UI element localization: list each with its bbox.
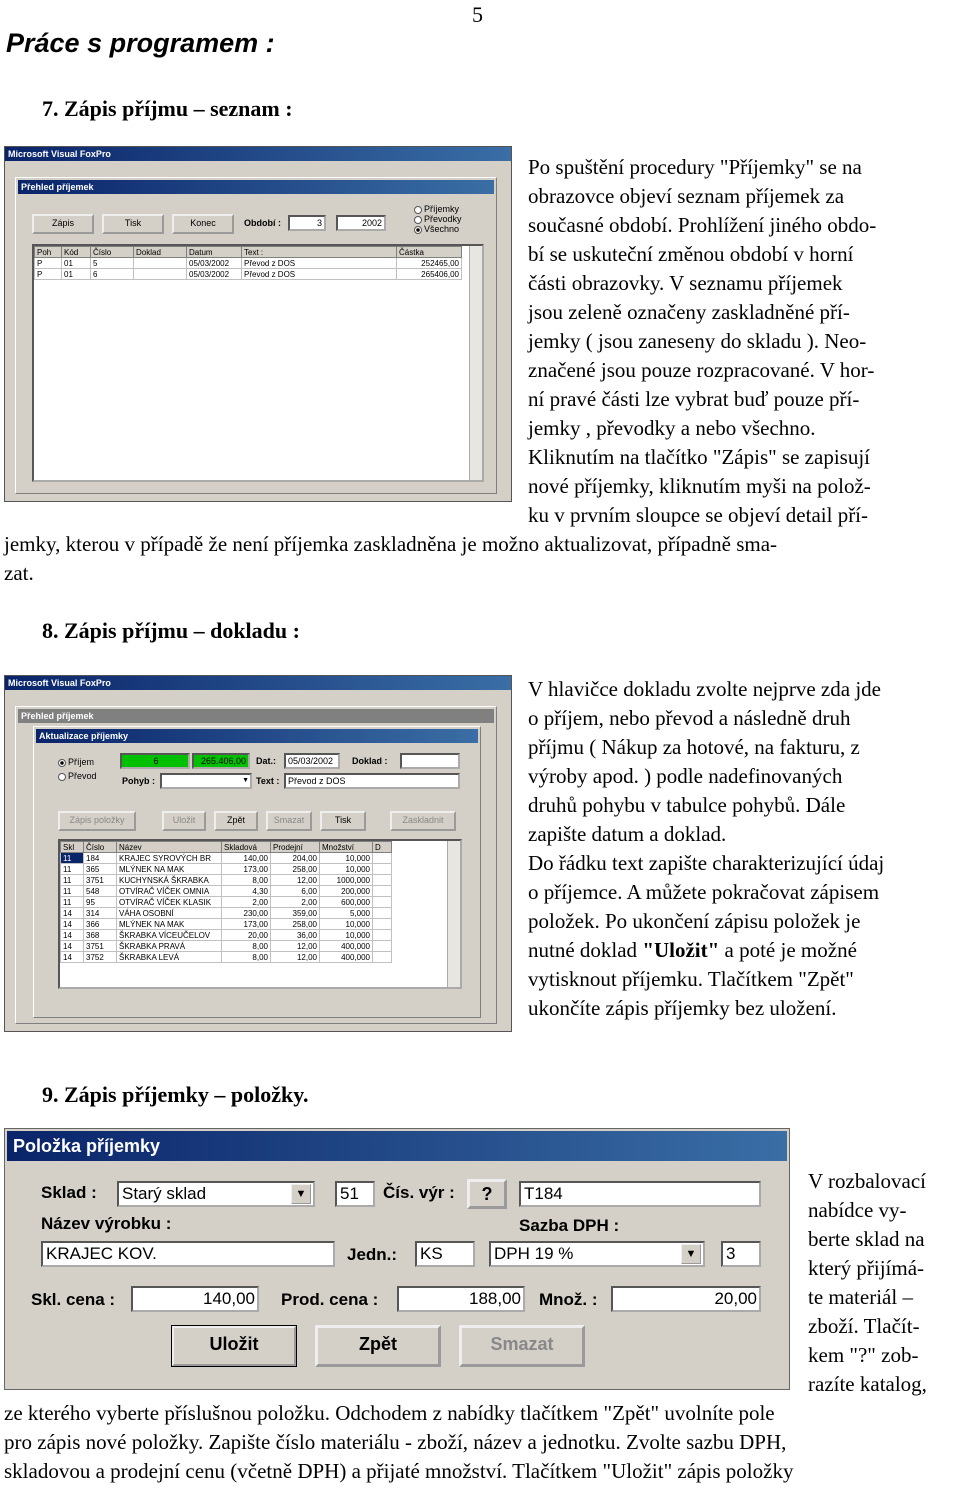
cell: 368 bbox=[84, 930, 117, 941]
cell: 359,00 bbox=[271, 908, 320, 919]
jednotka-label: Jedn.: bbox=[347, 1245, 398, 1264]
prodejni-cena-input[interactable]: 188,00 bbox=[397, 1286, 525, 1312]
table-row[interactable] bbox=[61, 875, 392, 886]
cell: 200,000 bbox=[320, 886, 373, 897]
cell: Převod z DOS bbox=[242, 258, 397, 269]
col-skladova[interactable]: Skladová bbox=[222, 842, 271, 853]
radio-icon bbox=[414, 206, 422, 214]
cell: 5,000 bbox=[320, 908, 373, 919]
pohyb-select[interactable] bbox=[160, 773, 252, 789]
cell[interactable]: 14 bbox=[61, 941, 84, 952]
text-line: bí se uskuteční změnou období v horní bbox=[528, 242, 854, 266]
cell[interactable]: P bbox=[35, 269, 62, 280]
pohyb-label: Pohyb : bbox=[122, 776, 155, 786]
cell[interactable]: 11 bbox=[61, 875, 84, 886]
cell: 05/03/2002 bbox=[187, 269, 242, 280]
cell: 265406,00 bbox=[397, 269, 462, 280]
text-line: jsou zeleně označeny zaskladněné pří- bbox=[528, 300, 850, 324]
cell: 8,00 bbox=[222, 941, 271, 952]
col-text[interactable]: Text : bbox=[242, 247, 397, 258]
cell: 3752 bbox=[84, 952, 117, 963]
text-line: berte sklad na bbox=[808, 1227, 925, 1251]
zpet-button[interactable]: Zpět bbox=[214, 811, 258, 831]
section-7-text bbox=[528, 153, 956, 530]
cell: 12,00 bbox=[271, 952, 320, 963]
cell: 10,000 bbox=[320, 930, 373, 941]
table-row[interactable] bbox=[61, 908, 392, 919]
section-8-heading: 8. Zápis příjmu – dokladu : bbox=[42, 618, 300, 643]
tisk-button[interactable]: Tisk bbox=[102, 214, 164, 234]
dph-number-field: 3 bbox=[721, 1241, 761, 1267]
text-line: Po spuštění procedury "Příjemky" se na bbox=[528, 155, 862, 179]
col-poh[interactable]: Poh bbox=[35, 247, 62, 258]
cell bbox=[373, 886, 392, 897]
cell: 4,30 bbox=[222, 886, 271, 897]
datum-label: Dat.: bbox=[256, 756, 276, 766]
text-line: o příjem, nebo převod a následně druh bbox=[528, 706, 851, 730]
doc-title: Práce s programem : bbox=[6, 28, 275, 58]
radio-prevod[interactable]: Převod bbox=[58, 771, 97, 781]
nazev-input[interactable]: KRAJEC KOV. bbox=[41, 1241, 335, 1267]
cell: 258,00 bbox=[271, 919, 320, 930]
text-line: nabídce vy- bbox=[808, 1198, 907, 1222]
zpet-button[interactable]: Zpět bbox=[315, 1325, 441, 1367]
app-titlebar: Microsoft Visual FoxPro bbox=[5, 676, 511, 690]
form-titlebar: Přehled příjemek bbox=[18, 180, 494, 194]
cell bbox=[373, 919, 392, 930]
text-line: te materiál – bbox=[808, 1285, 913, 1309]
sklad-number-field: 51 bbox=[335, 1181, 375, 1207]
grid-scrollbar[interactable] bbox=[447, 841, 460, 987]
cell: ŠKRABKA LEVÁ bbox=[117, 952, 222, 963]
radio-prijemky[interactable]: Příjemky bbox=[414, 204, 459, 214]
text-line: jemky ( jsou zaneseny do skladu ). Neo- bbox=[528, 329, 867, 353]
cell: 400,000 bbox=[320, 952, 373, 963]
cislo-vyrobku-input[interactable]: T184 bbox=[519, 1181, 761, 1207]
text-line: kem "?" zob- bbox=[808, 1343, 919, 1367]
text-label: Text : bbox=[256, 776, 280, 786]
text-line: nové příjemky, kliknutím myši na polož- bbox=[528, 474, 871, 498]
table-row[interactable] bbox=[61, 941, 392, 952]
radio-icon bbox=[58, 773, 66, 781]
page-number: 5 bbox=[472, 2, 483, 27]
prijemky-grid[interactable] bbox=[32, 244, 484, 482]
cell: 05/03/2002 bbox=[187, 258, 242, 269]
cell: 2,00 bbox=[222, 897, 271, 908]
cell: 10,000 bbox=[320, 864, 373, 875]
cell: 548 bbox=[84, 886, 117, 897]
radio-prevodky[interactable]: Převodky bbox=[414, 214, 462, 224]
text-line: obrazovce objeví seznam příjemek za bbox=[528, 184, 845, 208]
cell: 230,00 bbox=[222, 908, 271, 919]
text-line: razíte katalog, bbox=[808, 1372, 927, 1396]
form-prehled bbox=[15, 177, 497, 494]
section-9-text-full-2: pro zápis nové položky. Zapište číslo materiálu - zboží, název a jednotku. Zvolte sazbu DPH, bbox=[4, 1430, 787, 1454]
cell bbox=[373, 941, 392, 952]
section-9-heading: 9. Zápis příjemky – položky. bbox=[42, 1082, 309, 1107]
smazat-button[interactable]: Smazat bbox=[266, 811, 312, 831]
zapis-polozky-button[interactable]: Zápis položky bbox=[58, 811, 136, 831]
cell bbox=[373, 908, 392, 919]
cell: 140,00 bbox=[222, 853, 271, 864]
cell: 366 bbox=[84, 919, 117, 930]
col-doklad[interactable]: Doklad bbox=[134, 247, 187, 258]
text-line: který přijímá- bbox=[808, 1256, 925, 1280]
cell: MLÝNEK NA MAK bbox=[117, 919, 222, 930]
cell[interactable]: 11 bbox=[61, 853, 84, 864]
text-line: položek. Po ukončení zápisu položek je bbox=[528, 909, 861, 933]
radio-icon bbox=[414, 216, 422, 224]
form-aktualizace bbox=[33, 726, 481, 1018]
cell: 314 bbox=[84, 908, 117, 919]
text-line: značené jsou pouze rozpracované. V hor- bbox=[528, 358, 875, 382]
cell: Převod z DOS bbox=[242, 269, 397, 280]
cell bbox=[373, 875, 392, 886]
table-row[interactable] bbox=[61, 919, 392, 930]
cell: OTVÍRAČ VÍČEK KLASIK bbox=[117, 897, 222, 908]
cell[interactable]: 11 bbox=[61, 886, 84, 897]
cell: 8,00 bbox=[222, 875, 271, 886]
col-cislo[interactable]: Číslo bbox=[84, 842, 117, 853]
text-line: současné období. Prohlížení jiného obdo- bbox=[528, 213, 877, 237]
cell: KUCHYNSKÁ ŠKRABKA bbox=[117, 875, 222, 886]
text-line: zboží. Tlačít- bbox=[808, 1314, 920, 1338]
cell: ŠKRABKA VÍCEUČELOV bbox=[117, 930, 222, 941]
radio-vsechno[interactable]: Všechno bbox=[414, 224, 459, 234]
jednotka-input[interactable]: KS bbox=[415, 1241, 475, 1267]
cell: 400,000 bbox=[320, 941, 373, 952]
sazba-dph-label: Sazba DPH : bbox=[519, 1216, 620, 1235]
chevron-down-icon[interactable]: ▼ bbox=[681, 1244, 701, 1264]
sklad-select[interactable]: Starý sklad ▼ bbox=[117, 1181, 315, 1207]
cell[interactable]: 14 bbox=[61, 952, 84, 963]
table-row[interactable] bbox=[35, 269, 462, 280]
text-line: výroby apod. ) podle nadefinovaných bbox=[528, 764, 843, 788]
text-input[interactable]: Převod z DOS bbox=[284, 773, 460, 789]
cell: 5 bbox=[91, 258, 134, 269]
text-line: Do řádku text zapište charakterizující údaj bbox=[528, 851, 885, 875]
konec-button[interactable]: Konec bbox=[172, 214, 234, 234]
text-line: ku v prvním sloupce se objeví detail pří- bbox=[528, 503, 869, 527]
cell: VÁHA OSOBNÍ bbox=[117, 908, 222, 919]
table-row[interactable] bbox=[61, 864, 392, 875]
section-7-text-full-1: jemky, kterou v případě že není příjemka zaskladněna je možno aktualizovat, případně sma- bbox=[4, 532, 778, 556]
cell: 01 bbox=[62, 258, 91, 269]
cell[interactable]: 14 bbox=[61, 908, 84, 919]
col-cislo[interactable]: Číslo bbox=[91, 247, 134, 258]
grid-scrollbar[interactable] bbox=[469, 246, 482, 480]
zapis-button[interactable]: Zápis bbox=[32, 214, 94, 234]
cell: 6,00 bbox=[271, 886, 320, 897]
cell: 1000,000 bbox=[320, 875, 373, 886]
cell bbox=[373, 853, 392, 864]
bg-form-titlebar: Přehled příjemek bbox=[18, 709, 494, 723]
cell: 204,00 bbox=[271, 853, 320, 864]
table-row[interactable] bbox=[61, 930, 392, 941]
section-8-text-2 bbox=[528, 849, 958, 1023]
sazba-dph-select[interactable]: DPH 19 % ▼ bbox=[489, 1241, 705, 1267]
cell: ŠKRABKA PRAVÁ bbox=[117, 941, 222, 952]
text-line: Kliknutím na tlačítko "Zápis" se zapisují bbox=[528, 445, 870, 469]
cell: 95 bbox=[84, 897, 117, 908]
cell: KRAJEC SYROVÝCH BR bbox=[117, 853, 222, 864]
mnozstvi-input[interactable]: 20,00 bbox=[611, 1286, 761, 1312]
text-line: o příjemce. A můžete pokračovat zápisem bbox=[528, 880, 880, 904]
section-8-text bbox=[528, 675, 956, 849]
cell[interactable]: 14 bbox=[61, 930, 84, 941]
cislo-vyrobku-label: Čís. výr : bbox=[383, 1183, 455, 1202]
col-nazev[interactable]: Název bbox=[117, 842, 222, 853]
text-line: vytisknout příjemku. Tlačítkem "Zpět" bbox=[528, 967, 854, 991]
cell bbox=[373, 864, 392, 875]
text-line: nutné doklad "Uložit" a poté je možné bbox=[528, 938, 857, 962]
table-row[interactable] bbox=[61, 952, 392, 963]
mnozstvi-label: Množ. : bbox=[539, 1290, 598, 1309]
cell bbox=[373, 897, 392, 908]
text-line: druhů pohybu v tabulce pohybů. Dále bbox=[528, 793, 846, 817]
cell bbox=[373, 952, 392, 963]
cell: 01 bbox=[62, 269, 91, 280]
col-castka[interactable]: Částka bbox=[397, 247, 462, 258]
form-titlebar: Položka příjemky bbox=[7, 1131, 787, 1161]
cell[interactable]: 11 bbox=[61, 897, 84, 908]
cell[interactable]: 14 bbox=[61, 919, 84, 930]
screenshot-aktualizace-prijemky bbox=[4, 675, 512, 1032]
col-kod[interactable]: Kód bbox=[62, 247, 91, 258]
cell[interactable]: P bbox=[35, 258, 62, 269]
col-prodejni[interactable]: Prodejní bbox=[271, 842, 320, 853]
cell: 3751 bbox=[84, 941, 117, 952]
cislo-field[interactable]: 6 bbox=[120, 753, 190, 769]
section-9-text-full-3: skladovou a prodejní cenu (včetně DPH) a přijaté množství. Tlačítkem "Uložit" zápis položky bbox=[4, 1459, 794, 1483]
col-d[interactable]: D bbox=[373, 842, 392, 853]
skladova-cena-input[interactable]: 140,00 bbox=[131, 1286, 259, 1312]
cell: 36,00 bbox=[271, 930, 320, 941]
chevron-down-icon: ▼ bbox=[242, 777, 249, 784]
cell: 2,00 bbox=[271, 897, 320, 908]
radio-prijem[interactable]: Příjem bbox=[58, 757, 94, 767]
cell bbox=[373, 930, 392, 941]
cell bbox=[134, 269, 187, 280]
cell: 173,00 bbox=[222, 919, 271, 930]
ulozit-button[interactable]: Uložit bbox=[162, 811, 206, 831]
text-line: příjmu ( Nákup za hotové, na fakturu, z bbox=[528, 735, 860, 759]
text-line: jemky , převodky a nebo všechno. bbox=[528, 416, 816, 440]
sklad-label: Sklad : bbox=[41, 1183, 97, 1202]
catalog-button[interactable]: ? bbox=[467, 1179, 507, 1209]
section-7-text-full-2: zat. bbox=[4, 561, 34, 585]
cell bbox=[134, 258, 187, 269]
cell: 12,00 bbox=[271, 875, 320, 886]
doklad-label: Doklad : bbox=[352, 756, 388, 766]
ulozit-button[interactable]: Uložit bbox=[171, 1325, 297, 1367]
form-titlebar: Aktualizace příjemky bbox=[36, 729, 478, 743]
polozky-grid[interactable] bbox=[58, 839, 462, 989]
screenshot-prehled-prijemek bbox=[4, 146, 512, 502]
cell: OTVÍRAČ VÍČEK OMNIA bbox=[117, 886, 222, 897]
table-row[interactable] bbox=[61, 886, 392, 897]
text-line: ukončíte zápis příjemky bez uložení. bbox=[528, 996, 837, 1020]
cell: MLÝNEK NA MAK bbox=[117, 864, 222, 875]
screenshot-polozka-prijemky bbox=[4, 1128, 790, 1390]
cell: 173,00 bbox=[222, 864, 271, 875]
text-line: V rozbalovací bbox=[808, 1169, 926, 1193]
cell: 10,000 bbox=[320, 853, 373, 864]
cell: 20,00 bbox=[222, 930, 271, 941]
cell: 365 bbox=[84, 864, 117, 875]
text-line: části obrazovky. V seznamu příjemek bbox=[528, 271, 843, 295]
table-row[interactable] bbox=[61, 853, 392, 864]
cell: 184 bbox=[84, 853, 117, 864]
cell[interactable]: 11 bbox=[61, 864, 84, 875]
text-line: ní pravé části lze vybrat buď pouze pří- bbox=[528, 387, 860, 411]
table-row[interactable] bbox=[61, 897, 392, 908]
col-skl[interactable]: Skl bbox=[61, 842, 84, 853]
text-line: zapište datum a doklad. bbox=[528, 822, 727, 846]
period-year-input[interactable]: 2002 bbox=[336, 215, 386, 231]
cell: 12,00 bbox=[271, 941, 320, 952]
chevron-down-icon[interactable]: ▼ bbox=[291, 1184, 311, 1204]
cell: 8,00 bbox=[222, 952, 271, 963]
text-line: V hlavičce dokladu zvolte nejprve zda jde bbox=[528, 677, 881, 701]
prodejni-cena-label: Prod. cena : bbox=[281, 1290, 379, 1309]
radio-selected-icon bbox=[414, 226, 422, 234]
tisk-button[interactable]: Tisk bbox=[320, 811, 366, 831]
section-7-heading: 7. Zápis příjmu – seznam : bbox=[42, 96, 293, 121]
radio-selected-icon bbox=[58, 759, 66, 767]
cell: 10,000 bbox=[320, 919, 373, 930]
nazev-label: Název výrobku : bbox=[41, 1214, 172, 1233]
skladova-cena-label: Skl. cena : bbox=[31, 1290, 116, 1309]
app-titlebar: Microsoft Visual FoxPro bbox=[5, 147, 511, 161]
period-label: Období : bbox=[244, 218, 281, 228]
cell: 252465,00 bbox=[397, 258, 462, 269]
cell: 258,00 bbox=[271, 864, 320, 875]
doklad-input[interactable] bbox=[400, 753, 460, 769]
col-mnozstvi[interactable]: Množství bbox=[320, 842, 373, 853]
castka-field: 265.406,00 bbox=[192, 753, 250, 769]
cell: 3751 bbox=[84, 875, 117, 886]
datum-input[interactable]: 05/03/2002 bbox=[284, 753, 340, 769]
period-month-input[interactable]: 3 bbox=[288, 215, 326, 231]
smazat-button[interactable]: Smazat bbox=[459, 1325, 585, 1367]
cell: 600,000 bbox=[320, 897, 373, 908]
cell: 6 bbox=[91, 269, 134, 280]
section-9-text-full-1: ze kterého vyberte příslušnou položku. Odchodem z nabídky tlačítkem "Zpět" uvolníte pole bbox=[4, 1401, 775, 1425]
section-9-text bbox=[808, 1167, 958, 1399]
col-datum[interactable]: Datum bbox=[187, 247, 242, 258]
zaskladnit-button[interactable]: Zaskladnit bbox=[390, 811, 456, 831]
table-row[interactable] bbox=[35, 258, 462, 269]
